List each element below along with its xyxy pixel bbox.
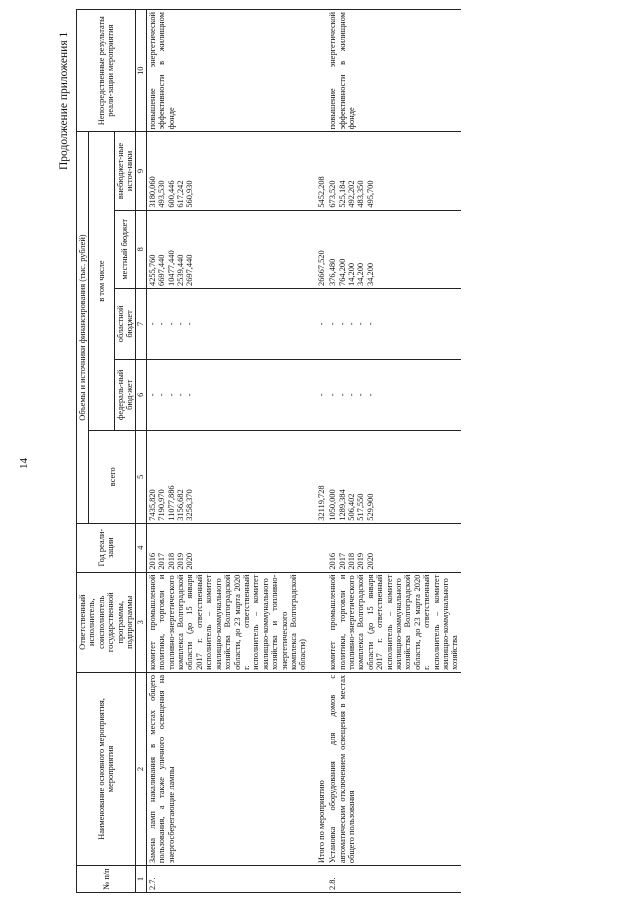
- local-value: 2539,440: [176, 254, 186, 286]
- row-regional: [327, 288, 461, 359]
- column-number: 1: [136, 866, 146, 893]
- header-total: всего: [89, 430, 136, 523]
- total-value: 1289,384: [337, 489, 347, 521]
- row-total: [327, 430, 461, 523]
- column-number: 10: [136, 10, 146, 132]
- row-federal: [146, 359, 308, 430]
- row-num: 2.8.: [327, 866, 461, 893]
- regional-value: -: [328, 322, 338, 326]
- regional-value: -: [166, 322, 176, 326]
- federal-value: -: [176, 393, 186, 397]
- local-value: 34,200: [365, 262, 375, 286]
- column-number: 4: [136, 523, 146, 572]
- total-value: 7435,820: [147, 489, 157, 521]
- row-federal: [327, 359, 461, 430]
- offbudget-value: 600,446: [166, 180, 176, 208]
- row-local: [327, 210, 461, 288]
- row-local: 26667,520: [309, 210, 327, 288]
- local-value: 764,200: [337, 258, 347, 286]
- table-row: [327, 10, 461, 893]
- offbudget-value: 492,202: [346, 180, 356, 208]
- column-number: 9: [136, 132, 146, 210]
- regional-value: -: [176, 322, 186, 326]
- row-result-empty: [309, 10, 327, 132]
- row-offbudget: [327, 132, 461, 210]
- federal-value: -: [346, 393, 356, 397]
- regional-value: -: [365, 322, 375, 326]
- regional-value: -: [157, 322, 167, 326]
- total-value: 506,402: [346, 493, 356, 521]
- header-name: Наименование основного мероприятия, мероприятия: [77, 672, 136, 865]
- row-result: повышение энергетической эффективности в жилищном фонде: [146, 10, 308, 132]
- offbudget-value: 617,242: [176, 180, 186, 208]
- header-including: в том числе: [89, 132, 114, 430]
- offbudget-value: 483,350: [356, 180, 366, 208]
- year-value: 2019: [356, 552, 366, 570]
- column-number: 8: [136, 210, 146, 288]
- year-value: 2019: [176, 552, 186, 570]
- offbudget-value: 495,700: [365, 180, 375, 208]
- row-total: 32119,728: [309, 430, 327, 523]
- local-value: 6697,440: [157, 254, 167, 286]
- federal-value: -: [337, 393, 347, 397]
- federal-value: -: [185, 393, 195, 397]
- row-num: 2.7.: [146, 866, 308, 893]
- header-regional: областной бюджет: [114, 288, 136, 359]
- total-value: 11077,886: [166, 485, 176, 521]
- column-number: 5: [136, 430, 146, 523]
- header-year: Год реали-зации: [77, 523, 136, 572]
- row-years: [327, 523, 461, 572]
- row-offbudget: [146, 132, 308, 210]
- year-value: 2020: [365, 552, 375, 570]
- header-offbudget: внебюджет-ные источ-ники: [114, 132, 136, 210]
- column-number: 6: [136, 359, 146, 430]
- federal-value: -: [147, 393, 157, 397]
- year-value: 2016: [147, 552, 157, 570]
- row-offbudget: 5452,208: [309, 132, 327, 210]
- offbudget-value: 3180,060: [147, 176, 157, 208]
- row-name: Итого по мероприятию: [309, 672, 327, 865]
- header-num: № п/п: [77, 866, 136, 893]
- local-value: 376,480: [328, 258, 338, 286]
- regional-value: -: [346, 322, 356, 326]
- column-number: 2: [136, 672, 146, 865]
- year-value: 2018: [346, 552, 356, 570]
- header-results: Непосредственные результаты реали-зации мероприятия: [77, 10, 136, 132]
- row-result: повышение энергетической эффективности в жилищном фонде: [327, 10, 461, 132]
- row-executor: комитет промышленной политики, торговли и топливно-энергетического комплекса Волгоградской области (до 15 января 2017 г. ответственный исполнитель – комитет жилищно-коммунального хозяйства Волгоградской области, до 23 марта 2020 г. ответственный исполнитель – комитет жилищно-коммунального хозяйства: [327, 572, 461, 672]
- year-value: 2018: [166, 552, 176, 570]
- year-value: 2017: [157, 552, 167, 570]
- total-value: 529,900: [365, 493, 375, 521]
- federal-value: -: [356, 393, 366, 397]
- local-value: 10477,440: [166, 250, 176, 286]
- year-value: 2017: [337, 552, 347, 570]
- row-years-empty: [309, 523, 327, 572]
- year-value: 2016: [328, 552, 338, 570]
- row-regional: -: [309, 288, 327, 359]
- local-value: 14,200: [346, 262, 356, 286]
- offbudget-value: 493,530: [157, 180, 167, 208]
- local-value: 2697,440: [185, 254, 195, 286]
- row-total: [146, 430, 308, 523]
- regional-value: -: [185, 322, 195, 326]
- regional-value: -: [147, 322, 157, 326]
- row-executor: комитет промышленной политики, торговли и топливно-энергетического комплекса Волгоградской области (до 15 января 2017 г. ответственный исполнитель – комитет жилищно-коммунального хозяйства Волгоградской области, до 23 марта 2020 г. ответственный исполнитель – комитет жилищно-коммунального хозяйства и топливно-энергетического комплекса Волгоградской области): [146, 572, 308, 672]
- column-numbers-row: [136, 10, 146, 893]
- total-value: 517,550: [356, 493, 366, 521]
- regional-value: -: [356, 322, 366, 326]
- row-regional: [146, 288, 308, 359]
- header-federal: федераль-ный бюд-жет: [114, 359, 136, 430]
- row-name: Установка оборудования для домов с автоматическим отключением освещения в местах общего пользования: [327, 672, 461, 865]
- total-value: 3258,370: [185, 489, 195, 521]
- federal-value: -: [365, 393, 375, 397]
- row-federal: -: [309, 359, 327, 430]
- offbudget-value: 673,520: [328, 180, 338, 208]
- table-row: [146, 10, 308, 893]
- row-local: [146, 210, 308, 288]
- row-years: [146, 523, 308, 572]
- total-value: 3156,682: [176, 489, 186, 521]
- year-value: 2020: [185, 552, 195, 570]
- header-executor: Ответственный исполнитель, соисполнитель государственной программы, подпрограммы: [77, 572, 136, 672]
- row-num: [309, 866, 327, 893]
- continuation-label: Продолжение приложения 1: [58, 31, 70, 170]
- local-value: 4255,760: [147, 254, 157, 286]
- row-executor-empty: [309, 572, 327, 672]
- row-name: Замена ламп накаливания в местах общего пользования, а также уличного освещения на энергосберегающие лампы: [146, 672, 308, 865]
- total-value: 1050,000: [328, 489, 338, 521]
- header-funding: Объемы и источники финансирования (тыс. рублей): [77, 132, 89, 523]
- header-local: местный бюджет: [114, 210, 136, 288]
- federal-value: -: [166, 393, 176, 397]
- table-row-total: [309, 10, 327, 893]
- local-value: 34,200: [356, 262, 366, 286]
- offbudget-value: 525,184: [337, 180, 347, 208]
- total-value: 7190,970: [157, 489, 167, 521]
- column-number: 7: [136, 288, 146, 359]
- federal-value: -: [157, 393, 167, 397]
- funding-table: [76, 9, 461, 893]
- federal-value: -: [328, 393, 338, 397]
- offbudget-value: 560,930: [185, 180, 195, 208]
- column-number: 3: [136, 572, 146, 672]
- regional-value: -: [337, 322, 347, 326]
- page-number: 14: [18, 458, 30, 469]
